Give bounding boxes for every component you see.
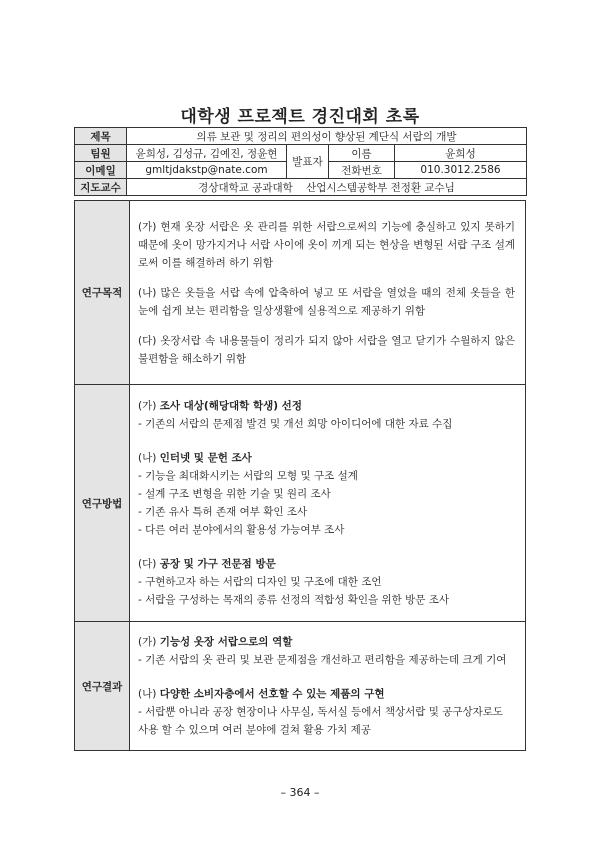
method-item: - 다른 여러 분야에서의 활용성 가능여부 조사 xyxy=(138,524,345,536)
purpose-label: 연구목적 xyxy=(75,201,130,385)
name-label: 이름 xyxy=(329,145,395,162)
method-item: - 기능을 최대화시키는 서랍의 모형 및 구조 설계 xyxy=(138,470,358,482)
result-item: - 서랍뿐 아니라 공장 현장이나 사무실, 독서실 등에서 책상서랍 및 공구상자로도 사용 할 수 있으며 여러 분야에 걸쳐 활용 가치 제공 xyxy=(138,706,504,736)
method-section xyxy=(130,385,526,622)
result-section xyxy=(130,622,526,751)
email-label: 이메일 xyxy=(75,162,127,179)
result-prefix: (가) xyxy=(138,636,160,648)
subject-label: 제목 xyxy=(75,128,127,145)
method-group xyxy=(138,397,515,433)
page-number: – 364 – xyxy=(280,786,320,799)
method-heading: 공장 및 가구 전문점 방문 xyxy=(159,558,276,570)
phone-value: 010.3012.2586 xyxy=(395,162,527,179)
method-group xyxy=(138,449,515,539)
method-heading: 인터넷 및 문헌 조사 xyxy=(159,452,252,464)
purpose-section xyxy=(130,201,526,385)
advisor-value: 경상대학교 공과대학 산업시스템공학부 전정환 교수님 xyxy=(127,179,527,196)
result-prefix: (나) xyxy=(138,688,160,700)
team-label: 팀원 xyxy=(75,145,127,162)
result-heading: 다양한 소비자층에서 선호할 수 있는 제품의 구현 xyxy=(159,688,385,700)
method-item: - 구현하고자 하는 서랍의 디자인 및 구조에 대한 조언 xyxy=(138,576,382,588)
purpose-paragraph: (나) 많은 옷들을 서랍 속에 압축하여 넣고 또 서랍을 열었을 때의 전체 옷들을 한 눈에 쉽게 보는 편리함을 일상생활에 실용적으로 제공하기 위함 xyxy=(138,286,515,317)
advisor-label: 지도교수 xyxy=(75,179,127,196)
purpose-paragraph: (가) 현재 옷장 서랍은 옷 관리를 위한 서랍으로써의 기능에 충실하고 있지 못하기 때문에 옷이 망가지거나 서랍 사이에 옷이 끼게 되는 현상을 변형된 서랍 구조 설계로써 이를 해결하려 하기 위함 xyxy=(138,220,515,269)
method-label: 연구방법 xyxy=(75,385,130,622)
method-item: - 기존 유사 특허 존재 여부 확인 조사 xyxy=(138,506,308,518)
method-item: - 서랍을 구성하는 목재의 종류 선정의 적합성 확인을 위한 방문 조사 xyxy=(138,594,450,606)
result-heading: 기능성 옷장 서랍으로의 역할 xyxy=(159,636,293,648)
info-table xyxy=(74,127,527,196)
name-value: 윤희성 xyxy=(395,145,527,162)
result-group xyxy=(138,685,515,739)
method-item: - 설계 구조 변형을 위한 기술 및 원리 조사 xyxy=(138,488,331,500)
page-title: 대학생 프로젝트 경진대회 초록 xyxy=(180,107,420,127)
subject-value: 의류 보관 및 정리의 편의성이 향상된 계단식 서랍의 개발 xyxy=(127,128,527,145)
method-prefix: (가) xyxy=(138,400,160,412)
result-label: 연구결과 xyxy=(75,622,130,751)
method-heading: 조사 대상(해당대학 학생) 선정 xyxy=(159,400,302,412)
presenter-label: 발표자 xyxy=(287,145,329,179)
result-item: - 기존 서랍의 옷 관리 및 보관 문제점을 개선하고 편리함을 제공하는데 크게 기여 xyxy=(138,654,507,666)
method-item: - 기존의 서랍의 문제점 발견 및 개선 희망 아이디어에 대한 자료 수집 xyxy=(138,418,453,430)
purpose-paragraph: (다) 옷장서랍 속 내용물들이 정리가 되지 않아 서랍을 열고 닫기가 수월하지 않은 불편함을 해소하기 위함 xyxy=(138,334,515,365)
result-group xyxy=(138,633,515,669)
method-prefix: (다) xyxy=(138,558,160,570)
email-value: gmltjdakstp@nate.com xyxy=(127,162,287,179)
phone-label: 전화번호 xyxy=(329,162,395,179)
method-prefix: (나) xyxy=(138,452,160,464)
method-group xyxy=(138,555,515,609)
team-value: 윤희성, 김성규, 김예진, 정윤현 xyxy=(127,145,287,162)
abstract-table xyxy=(74,200,526,751)
